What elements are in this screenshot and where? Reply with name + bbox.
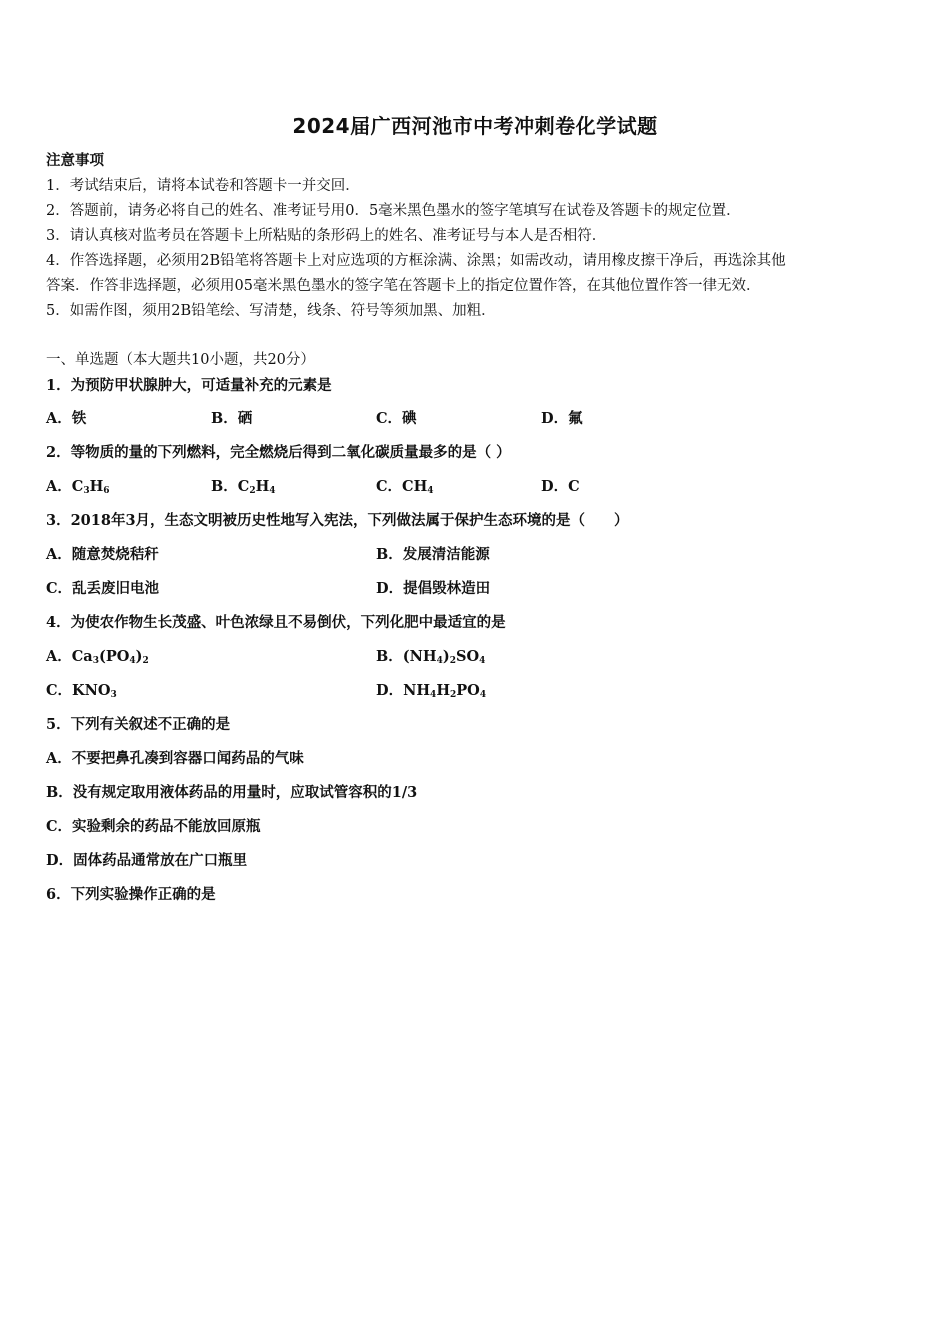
q3-option-c: C．乱丢废旧电池 <box>46 580 160 597</box>
question-3-stem: 3．2018年3月，生态文明被历史性地写入宪法，下列做法属于保护生态环境的是（ ） <box>46 512 629 529</box>
notice-item-2: 2．答题前，请务必将自己的姓名、准考证号用0．5毫米黑色墨水的签字笔填写在试卷及答题卡的规定位置． <box>46 203 741 219</box>
notice-item-4-cont: 答案．作答非选择题，必须用05毫米黑色墨水的签字笔在答题卡上的指定位置作答，在其他位置作答一律无效． <box>46 278 761 294</box>
q5-option-c: C．实验剩余的药品不能放回原瓶 <box>46 818 261 835</box>
q2-option-a: A．$C_3H_6$ <box>46 478 110 496</box>
q3-option-b: B．发展清洁能源 <box>376 546 490 563</box>
q1-option-c: C．碘 <box>376 410 417 427</box>
q1-option-b: B．硒 <box>211 410 253 427</box>
notice-item-1: 1．考试结束后，请将本试卷和答题卡一并交回． <box>46 178 360 194</box>
page-title: 2024届广西河池市中考冲刺卷化学试题 <box>292 114 658 138</box>
q4-option-c: C．$KNO_3$ <box>46 682 117 700</box>
question-5-stem: 5．下列有关叙述不正确的是 <box>46 716 231 733</box>
q1-option-a: A．铁 <box>46 410 87 427</box>
question-6-stem: 6．下列实验操作正确的是 <box>46 886 216 903</box>
q4-option-d: D．$NH_4H_2PO_4$ <box>376 682 487 700</box>
notice-item-5: 5．如需作图，须用2B铅笔绘、写清楚，线条、符号等须加黑、加粗． <box>46 303 496 319</box>
q5-option-d: D．固体药品通常放在广口瓶里 <box>46 852 248 869</box>
question-4-stem: 4．为使农作物生长茂盛、叶色浓绿且不易倒伏，下列化肥中最适宜的是 <box>46 614 506 631</box>
q5-option-b: B．没有规定取用液体药品的用量时，应取试管容积的1/3 <box>46 784 418 801</box>
q1-option-d: D．氟 <box>541 410 583 427</box>
notice-item-4: 4．作答选择题，必须用2B铅笔将答题卡上对应选项的方框涂满、涂黑；如需改动，请用橡皮擦干净后，再选涂其他 <box>46 253 786 269</box>
notice-item-3: 3．请认真核对监考员在答题卡上所粘贴的条形码上的姓名、准考证号与本人是否相符． <box>46 228 607 244</box>
question-1-stem: 1．为预防甲状腺肿大，可适量补充的元素是 <box>46 377 332 394</box>
notice-heading: 注意事项 <box>46 152 104 169</box>
q5-option-a: A．不要把鼻孔凑到容器口闻药品的气味 <box>46 750 304 767</box>
question-2-stem: 2．等物质的量的下列燃料，完全燃烧后得到二氧化碳质量最多的是（ ） <box>46 444 511 461</box>
q2-option-c: C．$CH_4$ <box>376 478 434 496</box>
q3-option-d: D．提倡毁林造田 <box>376 580 491 597</box>
q4-option-b: B．$(NH_4)_2SO_4$ <box>376 648 486 666</box>
q2-option-d: D．C <box>541 478 580 495</box>
q2-option-b: B．$C_2H_4$ <box>211 478 276 496</box>
section-heading: 一、单选题（本大题共10小题，共20分） <box>46 352 315 368</box>
q3-option-a: A．随意焚烧秸秆 <box>46 546 159 563</box>
q4-option-a: A．$Ca_3(PO_4)_2$ <box>46 648 149 666</box>
